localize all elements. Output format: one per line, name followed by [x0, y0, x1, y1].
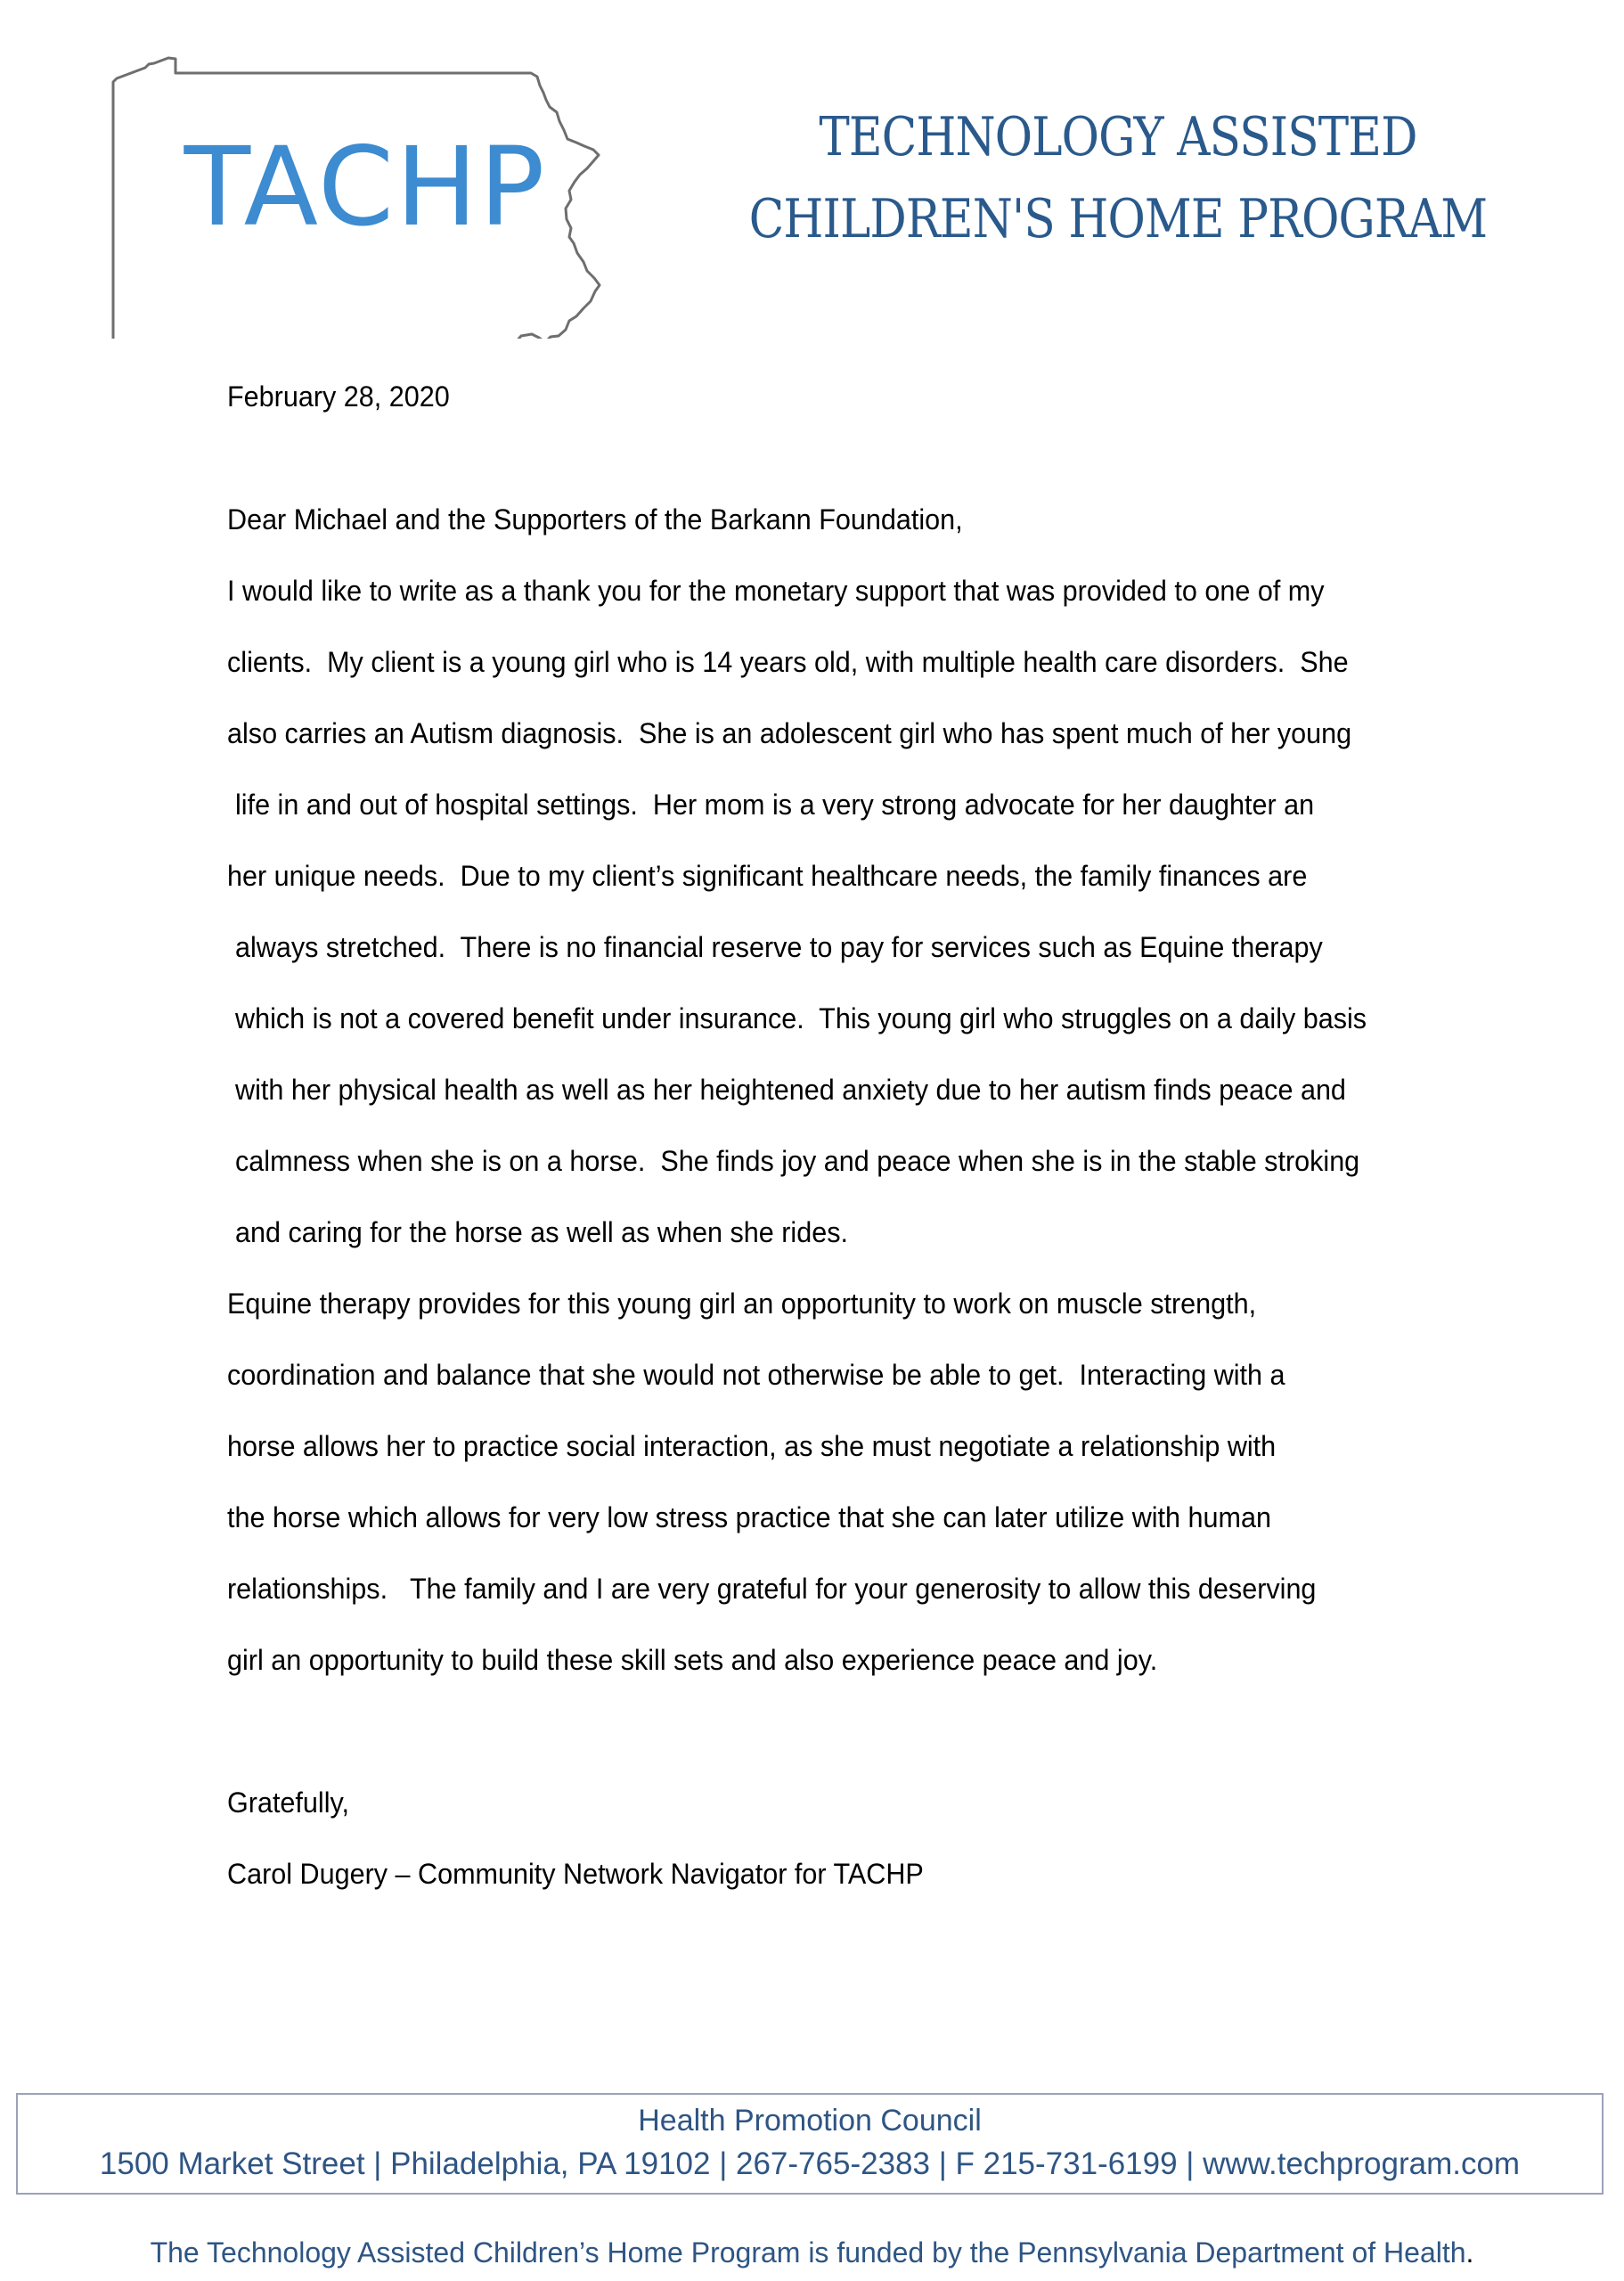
- paragraph-line: her unique needs. Due to my client’s significant healthcare needs, the family finances are: [227, 860, 1308, 892]
- footer-contact-line: 1500 Market Street | Philadelphia, PA 19102 | 267-765-2383 | F 215-731-6199 | www.techprogram.com: [99, 2146, 1521, 2181]
- paragraph-line: and caring for the horse as well as when she rides.: [235, 1216, 848, 1248]
- letter-date: February 28, 2020: [227, 380, 450, 413]
- funding-note: [0, 2235, 1624, 2270]
- program-title: [723, 96, 1513, 260]
- paragraph-line: the horse which allows for very low stress practice that she can later utilize with human: [227, 1501, 1271, 1533]
- paragraph-line: coordination and balance that she would not otherwise be able to get. Interacting with a: [227, 1359, 1285, 1391]
- paragraph-line: I would like to write as a thank you for the monetary support that was provided to one of my: [227, 575, 1325, 607]
- footer-organization: Health Promotion Council: [638, 2104, 982, 2138]
- salutation: Dear Michael and the Supporters of the Barkann Foundation,: [227, 503, 963, 536]
- program-title-line: CHILDREN'S HOME PROGRAM: [748, 188, 1488, 250]
- paragraph-line: with her physical health as well as her heightened anxiety due to her autism finds peace and: [235, 1074, 1346, 1106]
- footer-contact-box: [16, 2093, 1604, 2195]
- paragraph-line: relationships. The family and I are very grateful for your generosity to allow this deserving: [227, 1573, 1317, 1605]
- funding-note-text: The Technology Assisted Children’s Home Program is funded by the Pennsylvania Department of Health: [150, 2236, 1466, 2269]
- program-title-line: TECHNOLOGY ASSISTED: [819, 106, 1417, 168]
- paragraph-line: always stretched. There is no financial reserve to pay for services such as Equine therapy: [235, 931, 1323, 963]
- paragraph-line: which is not a covered benefit under insurance. This young girl who struggles on a daily basis: [235, 1002, 1367, 1034]
- logo-text: TACHP: [184, 124, 547, 250]
- paragraph-line: life in and out of hospital settings. Her mom is a very strong advocate for her daughter an: [235, 789, 1315, 821]
- paragraph-line: Equine therapy provides for this young girl an opportunity to work on muscle strength,: [227, 1288, 1257, 1320]
- letterhead: [0, 0, 1624, 356]
- paragraph-line: also carries an Autism diagnosis. She is an adolescent girl who has spent much of her young: [227, 717, 1352, 749]
- paragraph-line: calmness when she is on a horse. She finds joy and peace when she is in the stable stroking: [235, 1145, 1360, 1177]
- paragraph-line: clients. My client is a young girl who is 14 years old, with multiple health care disorders. She: [227, 646, 1349, 678]
- funding-note-period: .: [1465, 2236, 1474, 2269]
- paragraph-line: horse allows her to practice social interaction, as she must negotiate a relationship with: [227, 1430, 1277, 1462]
- signature: Carol Dugery – Community Network Navigator for TACHP: [227, 1858, 924, 1890]
- paragraph-line: girl an opportunity to build these skill sets and also experience peace and joy.: [227, 1644, 1158, 1676]
- tachp-logo: [102, 36, 619, 339]
- closing: Gratefully,: [227, 1786, 349, 1819]
